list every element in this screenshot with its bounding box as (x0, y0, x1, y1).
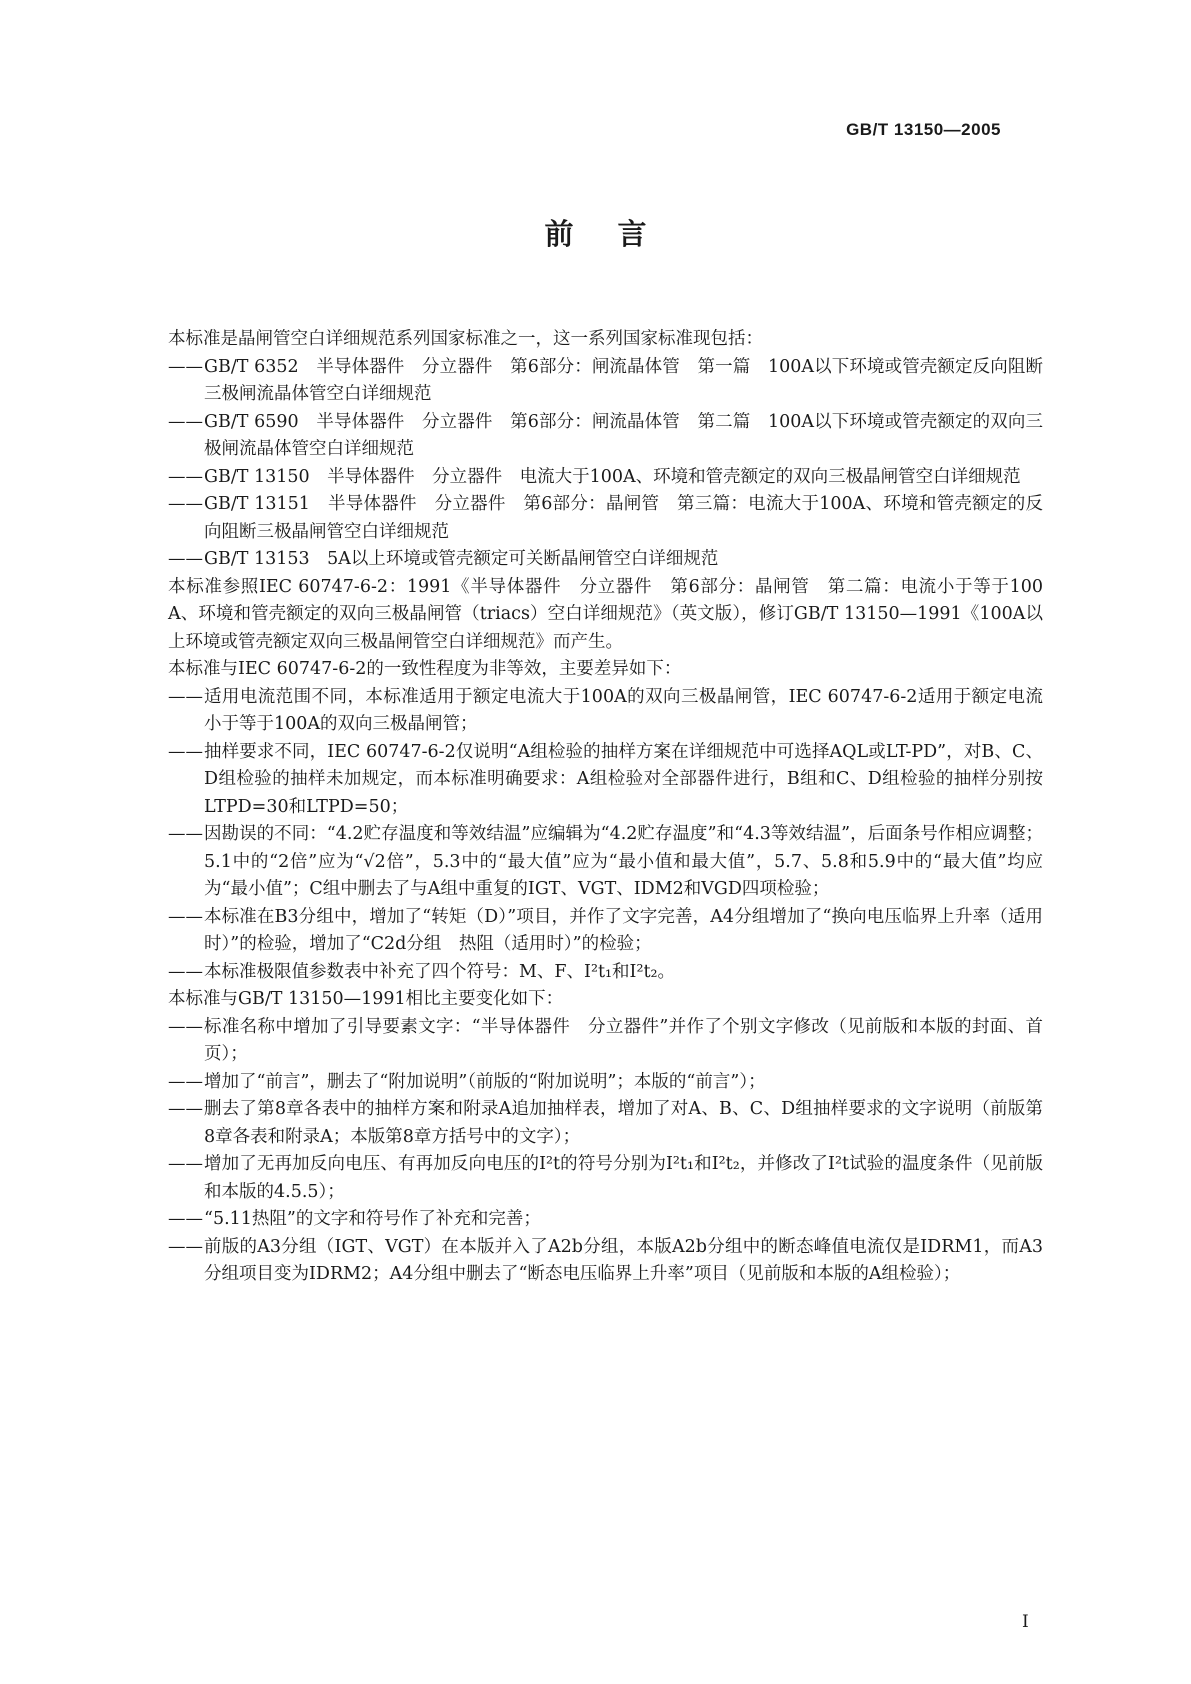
dash-mark: —— (168, 466, 203, 487)
dash-mark: —— (168, 411, 203, 432)
list-item (168, 1206, 1043, 1234)
list-item-text: GB/T 13153 5A以上环境或管壳额定可关断晶闸管空白详细规范 (204, 549, 719, 569)
list-item-text: GB/T 6590 半导体器件 分立器件 第6部分：闸流晶体管 第二篇 100A以下环境或管壳额定的双向三极闸流晶体管空白详细规范 (204, 411, 1043, 459)
list-item (168, 1014, 1043, 1069)
paragraph-reference: 本标准参照IEC 60747-6-2：1991《半导体器件 分立器件 第6部分：晶闸管 第二篇：电流小于等于100 A、环境和管壳额定的双向三极晶闸管（triacs）空白详细规范》（英文版），修订GB/T 13150—1991《100A以上环境或管壳额定双向三极晶闸管空白详细规范》而产生。 (168, 576, 1043, 652)
list-item-text: 适用电流范围不同，本标准适用于额定电流大于100A的双向三极晶闸管，IEC 60747-6-2适用于额定电流小于等于100A的双向三极晶闸管； (204, 686, 1043, 734)
dash-mark: —— (168, 356, 203, 377)
list-item-text: GB/T 13151 半导体器件 分立器件 第6部分：晶闸管 第三篇：电流大于100A、环境和管壳额定的反向阻断三极晶闸管空白详细规范 (204, 494, 1043, 542)
dash-mark: —— (168, 549, 203, 569)
list-item-text: 删去了第8章各表中的抽样方案和附录A追加抽样表，增加了对A、B、C、D组抽样要求的文字说明（前版第8章各表和附录A；本版第8章方括号中的文字）； (204, 1099, 1043, 1147)
list-item-text: 本标准在B3分组中，增加了“转矩（D）”项目，并作了文字完善，A4分组增加了“换向电压临界上升率（适用时）”的检验，增加了“C2d分组 热阻（适用时）”的检验； (204, 906, 1043, 954)
dash-mark: —— (168, 494, 203, 514)
list-item-text: 标准名称中增加了引导要素文字：“半导体器件 分立器件”并作了个别文字修改（见前版和本版的封面、首页）； (204, 1016, 1043, 1064)
dash-mark: —— (168, 824, 203, 844)
list-item-text: GB/T 13150 半导体器件 分立器件 电流大于100A、环境和管壳额定的双向三极晶闸管空白详细规范 (204, 466, 1021, 487)
paragraph-intro: 本标准是晶闸管空白详细规范系列国家标准之一，这一系列国家标准现包括： (168, 329, 763, 349)
list-item (168, 1069, 1043, 1097)
dash-mark: —— (168, 741, 203, 762)
list-item (168, 1151, 1043, 1206)
dash-mark: —— (168, 1099, 203, 1119)
list-item-text: 前版的A3分组（IGT、VGT）在本版并入了A2b分组，本版A2b分组中的断态峰值电流仅是IDRM1，而A3分组项目变为IDRM2；A4分组中删去了“断态电压临界上升率”项目（见前版和本版的A组检验）； (204, 1236, 1043, 1284)
list-item (168, 1234, 1043, 1289)
list-item-text: 抽样要求不同，IEC 60747-6-2仅说明“A组检验的抽样方案在详细规范中可选择AQL或LT-PD”，对B、C、D组检验的抽样未加规定，而本标准明确要求：A组检验对全部器件进行，B组和C、D组检验的抽样分别按LTPD=30和LTPD=50； (204, 741, 1043, 817)
title-char-1: 前 (544, 217, 574, 251)
list-item-text: “5.11热阻”的文字和符号作了补充和完善； (204, 1209, 541, 1229)
list-item-text: 因勘误的不同：“4.2贮存温度和等效结温”应编辑为“4.2贮存温度”和“4.3等效结温”，后面条号作相应调整；5.1中的“2倍”应为“√2倍”，5.3中的“最大值”应为“最小值和最大值”，5.7、5.8和5.9中的“最大值”均应为“最小值”；C组中删去了与A组中重复的IGT、VGT、IDM2和VGD四项检验； (204, 824, 1043, 899)
list-item-text: GB/T 6352 半导体器件 分立器件 第6部分：闸流晶体管 第一篇 100A以下环境或管壳额定反向阻断三极闸流晶体管空白详细规范 (204, 356, 1043, 404)
list-item (168, 959, 1043, 987)
list-item (168, 409, 1043, 464)
dash-mark: —— (168, 906, 203, 927)
list-item (168, 491, 1043, 546)
page-number: I (1022, 1612, 1029, 1632)
paragraph-changes: 本标准与GB/T 13150—1991相比主要变化如下： (168, 989, 564, 1009)
list-item (168, 546, 1043, 574)
dash-mark: —— (168, 1154, 203, 1174)
dash-mark: —— (168, 686, 203, 707)
title-char-2: 言 (617, 217, 647, 251)
list-item-text: 增加了无再加反向电压、有再加反向电压的I²t的符号分别为I²t₁和I²t₂，并修改了I²t试验的温度条件（见前版和本版的4.5.5）； (204, 1154, 1043, 1202)
paragraph-consistency: 本标准与IEC 60747-6-2的一致性程度为非等效，主要差异如下： (168, 659, 682, 679)
list-item-text: 增加了“前言”，删去了“附加说明”（前版的“附加说明”；本版的“前言”）； (204, 1071, 766, 1092)
list-item (168, 464, 1043, 492)
dash-mark: —— (168, 1236, 203, 1257)
list-item (168, 821, 1043, 904)
dash-mark: —— (168, 1016, 203, 1037)
dash-mark: —— (168, 1071, 203, 1092)
list-item (168, 904, 1043, 959)
dash-mark: —— (168, 1209, 203, 1229)
list-item-text: 本标准极限值参数表中补充了四个符号：M、F、I²t₁和I²t₂。 (204, 961, 676, 982)
list-item (168, 684, 1043, 739)
dash-mark: —— (168, 961, 203, 982)
list-item (168, 739, 1043, 822)
standard-code: GB/T 13150—2005 (846, 120, 1001, 139)
list-item (168, 1096, 1043, 1151)
page-title (0, 212, 1191, 253)
list-item (168, 354, 1043, 409)
document-body (168, 326, 1043, 1289)
